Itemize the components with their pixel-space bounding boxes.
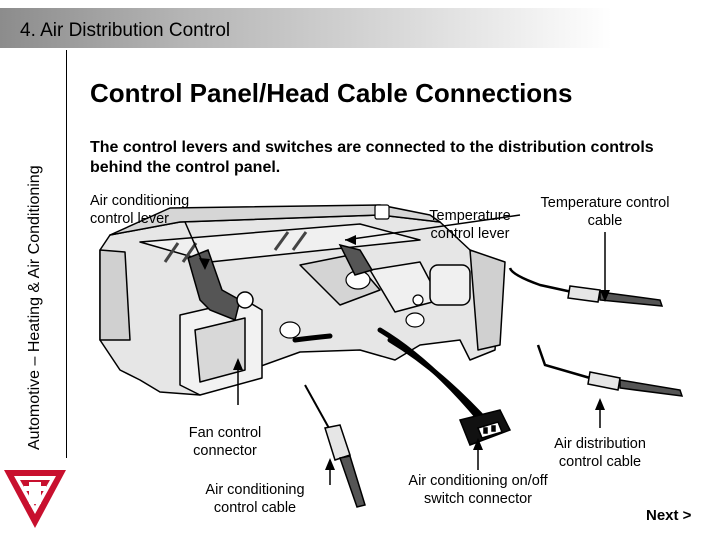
label-line: switch connector [424, 491, 532, 507]
page-title: Control Panel/Head Cable Connections [90, 78, 573, 108]
label-line: control cable [213, 500, 297, 516]
section-title: 4. Air Distribution Control [20, 20, 231, 41]
next-button[interactable]: Next > [646, 507, 692, 524]
label-line: Fan control [188, 425, 262, 441]
label-fan-control-connector [170, 424, 280, 460]
label-line: Temperature control [540, 195, 670, 211]
intro-text: The control levers and switches are connected to the distribution controls behind the control panel. [90, 139, 654, 176]
label-ac-control-cable [190, 481, 320, 517]
label-air-distribution-cable [540, 435, 660, 471]
label-temperature-control-lever [420, 207, 520, 243]
label-line: control lever [430, 226, 510, 242]
label-line: Air conditioning on/off [408, 473, 548, 489]
course-title-vertical: Automotive – Heating & Air Conditioning [26, 165, 43, 450]
label-line: Air distribution [554, 436, 646, 452]
label-line: Air conditioning [205, 482, 305, 498]
label-ac-switch-connector [393, 472, 563, 508]
label-line: connector [193, 443, 257, 459]
label-line: Temperature [429, 208, 511, 224]
label-line: control lever [90, 211, 169, 227]
label-ac-control-lever [90, 192, 189, 228]
label-line: Air conditioning [90, 193, 190, 209]
label-temperature-control-cable [530, 194, 680, 230]
label-line: cable [587, 213, 623, 229]
label-line: control cable [558, 454, 642, 470]
